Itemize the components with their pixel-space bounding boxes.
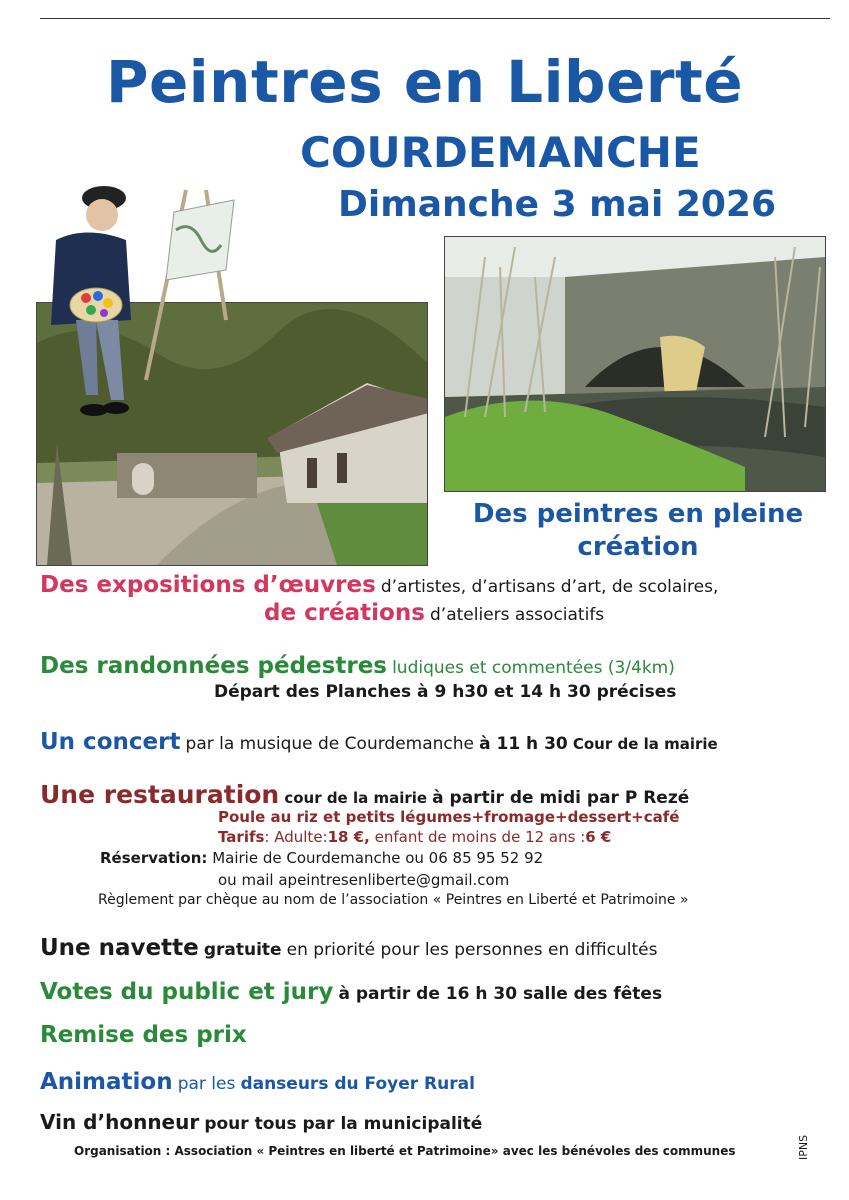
reservation-text: Mairie de Courdemanche ou 06 85 95 52 92 (212, 849, 544, 867)
concert-line (40, 729, 718, 755)
painter-illustration (36, 170, 246, 420)
votes-line (40, 979, 662, 1005)
reservation-line (100, 849, 543, 867)
concert-place: Cour de la mairie (572, 735, 718, 753)
animation-par: par les (177, 1074, 236, 1094)
restauration-menu: Poule au riz et petits légumes+fromage+dessert+café (218, 808, 680, 826)
expositions-lead-2: de créations (264, 600, 425, 626)
randonnees-lead: Des randonnées pédestres (40, 653, 387, 679)
reglement-line: Règlement par chèque au nom de l’association « Peintres en Liberté et Patrimoine » (98, 892, 689, 908)
concert-rest: par la musique de Courdemanche (185, 734, 474, 754)
animation-line (40, 1069, 475, 1095)
navette-rest: en priorité pour les personnes en difficultés (286, 940, 658, 960)
remise-lead: Remise des prix (40, 1022, 247, 1048)
expositions-rest-2: d’ateliers associatifs (430, 605, 605, 625)
adult-price: 18 €, (327, 828, 370, 846)
randonnees-rest: ludiques et commentées (3/4km) (392, 658, 675, 678)
votes-rest: à partir de 16 h 30 salle des fêtes (338, 984, 663, 1004)
restauration-place: cour de la mairie (284, 789, 428, 807)
animation-lead: Animation (40, 1069, 173, 1095)
navette-lead: Une navette (40, 935, 199, 961)
expositions-rest: d’artistes, d’artisans d’art, de scolaires, (380, 577, 719, 597)
restauration-line (40, 780, 689, 809)
restauration-rest: à partir de midi par P Rezé (432, 788, 690, 808)
navette-gratuite: gratuite (203, 940, 282, 960)
top-rule (40, 18, 830, 19)
randonnees-line (40, 653, 675, 679)
child-price: 6 € (585, 828, 612, 846)
photo-caption (448, 498, 828, 564)
restauration-lead: Une restauration (40, 780, 280, 809)
tarifs-label: Tarifs (218, 828, 265, 846)
tarifs-adult: : Adulte: (264, 828, 328, 846)
vin-rest: pour tous par la municipalité (204, 1114, 483, 1134)
vin-lead: Vin d’honneur (40, 1110, 200, 1134)
poster-date: Dimanche 3 mai 2026 (338, 184, 777, 225)
expositions-line-1 (40, 572, 718, 598)
restauration-tarifs (218, 828, 611, 846)
poster-title: Peintres en Liberté (105, 48, 744, 116)
bridge-photo (444, 236, 826, 492)
randonnees-depart: Départ des Planches à 9 h30 et 14 h 30 précises (214, 682, 677, 702)
caption-line-2: création (577, 532, 699, 562)
animation-rest: danseurs du Foyer Rural (240, 1074, 475, 1094)
poster-location: COURDEMANCHE (300, 128, 701, 177)
expositions-line-2 (264, 600, 604, 626)
caption-line-1: Des peintres en pleine (472, 499, 804, 529)
ipns-mark: IPNS (797, 1134, 810, 1160)
reservation-mail: ou mail apeintresenliberte@gmail.com (218, 871, 510, 889)
concert-lead: Un concert (40, 729, 181, 755)
organisation-footer: Organisation : Association « Peintres en liberté et Patrimoine» avec les bénévoles des communes (74, 1144, 736, 1158)
concert-time: à 11 h 30 (479, 734, 568, 754)
vin-line (40, 1110, 482, 1134)
reservation-label: Réservation: (100, 849, 208, 867)
expositions-lead: Des expositions d’œuvres (40, 572, 376, 598)
navette-line (40, 935, 657, 961)
tarifs-child: enfant de moins de 12 ans : (374, 828, 586, 846)
votes-lead: Votes du public et jury (40, 979, 334, 1005)
